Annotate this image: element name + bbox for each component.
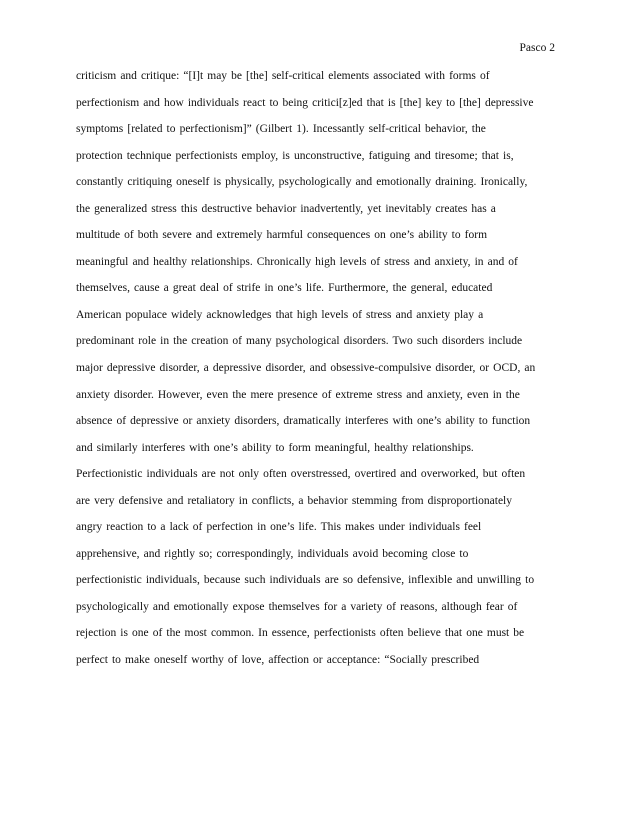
text-line: constantly critiquing oneself is physically, psychologically and emotionally draining. Ironically, [76,176,528,189]
text-line: major depressive disorder, a depressive disorder, and obsessive-compulsive disorder, or OCD, an [76,362,536,375]
text-line: predominant role in the creation of many psychological disorders. Two such disorders include [76,335,523,348]
running-head: Pasco 2 [519,42,555,54]
text-line: are very defensive and retaliatory in conflicts, a behavior stemming from disproportionately [76,494,513,507]
text-line: anxiety disorder. However, even the mere presence of extreme stress and anxiety, even in the [76,388,520,401]
text-line: protection technique perfectionists employ, is unconstructive, fatiguing and tiresome; that is, [76,149,514,162]
text-line: Perfectionistic individuals are not only often overstressed, overtired and overworked, but often [76,468,526,481]
text-line: criticism and critique: “[I]t may be [the] self-critical elements associated with forms of [76,70,490,82]
text-line: perfectionistic individuals, because such individuals are so defensive, inflexible and unwilling to [76,574,535,587]
text-line: angry reaction to a lack of perfection in one’s life. This makes under individuals feel [76,521,482,534]
text-line: the generalized stress this destructive behavior inadvertently, yet inevitably creates has a [76,202,496,215]
text-line: and similarly interferes with one’s ability to form meaningful, healthy relationships. [76,441,474,454]
text-line: themselves, cause a great deal of strife in one’s life. Furthermore, the general, educated [76,282,493,295]
text-line: perfectionism and how individuals react to being critici[z]ed that is [the] key to [the] depressive [76,96,534,109]
text-line: meaningful and healthy relationships. Chronically high levels of stress and anxiety, in and of [76,255,518,268]
text-line: perfect to make oneself worthy of love, affection or acceptance: “Socially prescribed [76,654,480,667]
text-line: American populace widely acknowledges that high levels of stress and anxiety play a [76,308,484,321]
text-line: symptoms [related to perfectionism]” (Gilbert 1). Incessantly self-critical behavior, the [76,123,486,136]
text-line: absence of depressive or anxiety disorders, dramatically interferes with one’s ability to function [76,415,531,428]
text-line: multitude of both severe and extremely harmful consequences on one’s ability to form [76,229,488,242]
text-line: rejection is one of the most common. In essence, perfectionists often believe that one must be [76,627,525,640]
text-line: psychologically and emotionally expose themselves for a variety of reasons, although fear of [76,600,518,613]
text-line: apprehensive, and rightly so; correspondingly, individuals avoid becoming close to [76,547,469,560]
body-text [76,69,566,680]
